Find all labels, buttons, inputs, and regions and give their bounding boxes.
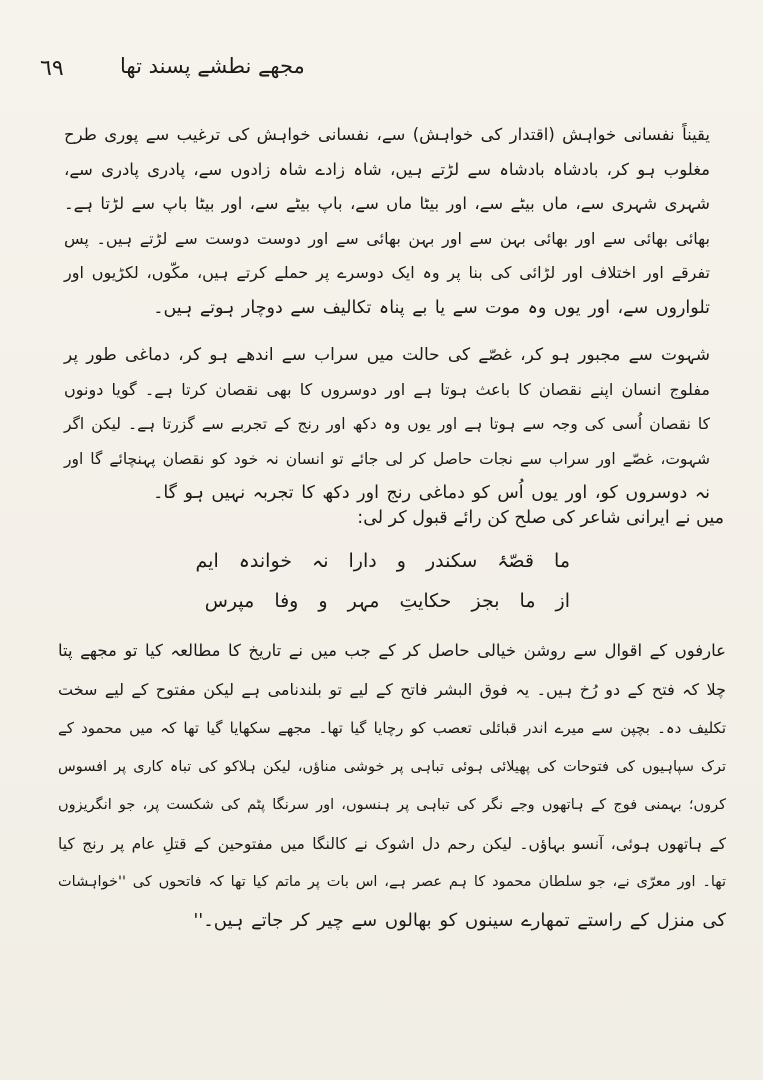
paragraph-2-line: شہوت، غصّے اور سراب سے نجات حاصل کر لی جائے تو انسان نہ خود کو نقصان پہنچائے گا اور	[64, 449, 710, 468]
paragraph-3-line: تھا۔ اور معرّی نے، جو سلطان محمود کا ہم عصر ہے، اس بات پر ماتم کیا تھا کہ فاتحوں کی ''خواہشات	[58, 874, 726, 890]
paragraph-1-line: تفرقے اور اختلاف اور لڑائی کی بنا پر وہ ایک دوسرے پر حملے کرتے ہیں، مکّوں، لکڑیوں اور	[64, 263, 710, 282]
persian-verse-line-1: ما قصّۂ سکندر و دارا نہ خواندہ ایم	[195, 550, 570, 572]
paragraph-1-line: مغلوب ہو کر، بادشاہ بادشاہ سے لڑتے ہیں، شاہ زادے شاہ زادوں سے، پادری پادری سے،	[64, 159, 710, 179]
paragraph-1-line: تلواروں سے، اور یوں وہ موت سے یا بے پناہ تکالیف سے دوچار ہوتے ہیں۔	[153, 297, 710, 318]
paragraph-2-line: کا نقصان اُسی کی وجہ سے ہوتا ہے اور یوں وہ دکھ اور رنج کے تجربے سے گزرتا ہے۔ لیکن اگر	[64, 415, 710, 433]
paragraph-1-line: شہری شہری سے، ماں بیٹے سے، اور بیٹا ماں سے، باپ بیٹے سے، اور بیٹا باپ سے لڑتا ہے۔	[64, 194, 710, 213]
paragraph-2-line: مفلوج انسان اپنے نقصان کا باعث ہوتا ہے اور دوسروں کا بھی نقصان کرتا ہے۔ گویا دونوں	[64, 379, 710, 399]
paragraph-3-line: کی منزل کے راستے تمھارے سینوں کو بھالوں سے چیر کر جاتے ہیں۔''	[193, 909, 726, 931]
paragraph-3-line: کے ہاتھوں ہوئی، آنسو بہاؤں۔ لیکن رحم دل اشوک نے کالنگا میں مفتوحین کے قتلِ عام پر رنج کیا	[58, 834, 726, 853]
paragraph-3-line: ترک سپاہیوں کی فتوحات کی پھیلائی ہوئی تباہی پر خوشی مناؤں، لیکن ہلاکو کی تباہ کاری پر افسوس	[58, 758, 726, 775]
paragraph-3	[58, 632, 726, 940]
page-header	[40, 52, 680, 92]
paragraph-3-line: چلا کہ فتح کے دو رُخ ہیں۔ یہ فوق البشر فاتح کے لیے تو بلندنامی ہے لیکن مفتوح کے لیے سخت	[58, 679, 726, 699]
paragraph-1-line: یقیناً نفسانی خواہش (اقتدار کی خواہش) سے، نفسانی خواہش کی ترغیب سے پوری طرح	[64, 125, 710, 144]
paragraph-1	[64, 118, 710, 325]
paragraph-3-line: کروں؛ بہمنی فوج کے ہاتھوں وجے نگر کی تباہی پر ہنسوں، اور سرنگا پٹم کی شکست پر، جو انگریزوں	[58, 797, 726, 813]
running-title: مجھے نطشے پسند تھا	[120, 54, 305, 78]
persian-verse-line-2: از ما بجز حکایتِ مہر و وفا مپرس	[204, 590, 570, 612]
paragraph-2-line: نہ دوسروں کو، اور یوں اُس کو دماغی رنج اور دکھ کا تجربہ نہیں ہو گا۔	[153, 483, 710, 503]
paragraph-3-line: تکلیف دہ۔ بچپن سے میرے اندر قبائلی تعصب کو رچایا گیا تھا۔ مجھے سکھایا گیا تھا کہ میں محمود کے	[58, 719, 726, 737]
paragraph-2	[64, 338, 710, 511]
paragraph-1-line: بھائی بھائی سے اور بھائی بہن سے اور بہن بھائی سے اور دوست دوست سے لڑتے ہیں۔ پس	[64, 228, 710, 248]
verse-intro: میں نے ایرانی شاعر کی صلح کن رائے قبول کر لی:	[357, 508, 724, 528]
paragraph-3-line: عارفوں کے اقوال سے روشن خیالی حاصل کر کے جب میں نے تاریخ کا مطالعہ کیا تو مجھے پتا	[58, 641, 726, 660]
paragraph-2-line: شہوت سے مجبور ہو کر، غصّے کی حالت میں سراب سے اندھے ہو کر، دماغی طور پر	[64, 345, 710, 365]
page-number: ٦٩	[40, 56, 64, 81]
